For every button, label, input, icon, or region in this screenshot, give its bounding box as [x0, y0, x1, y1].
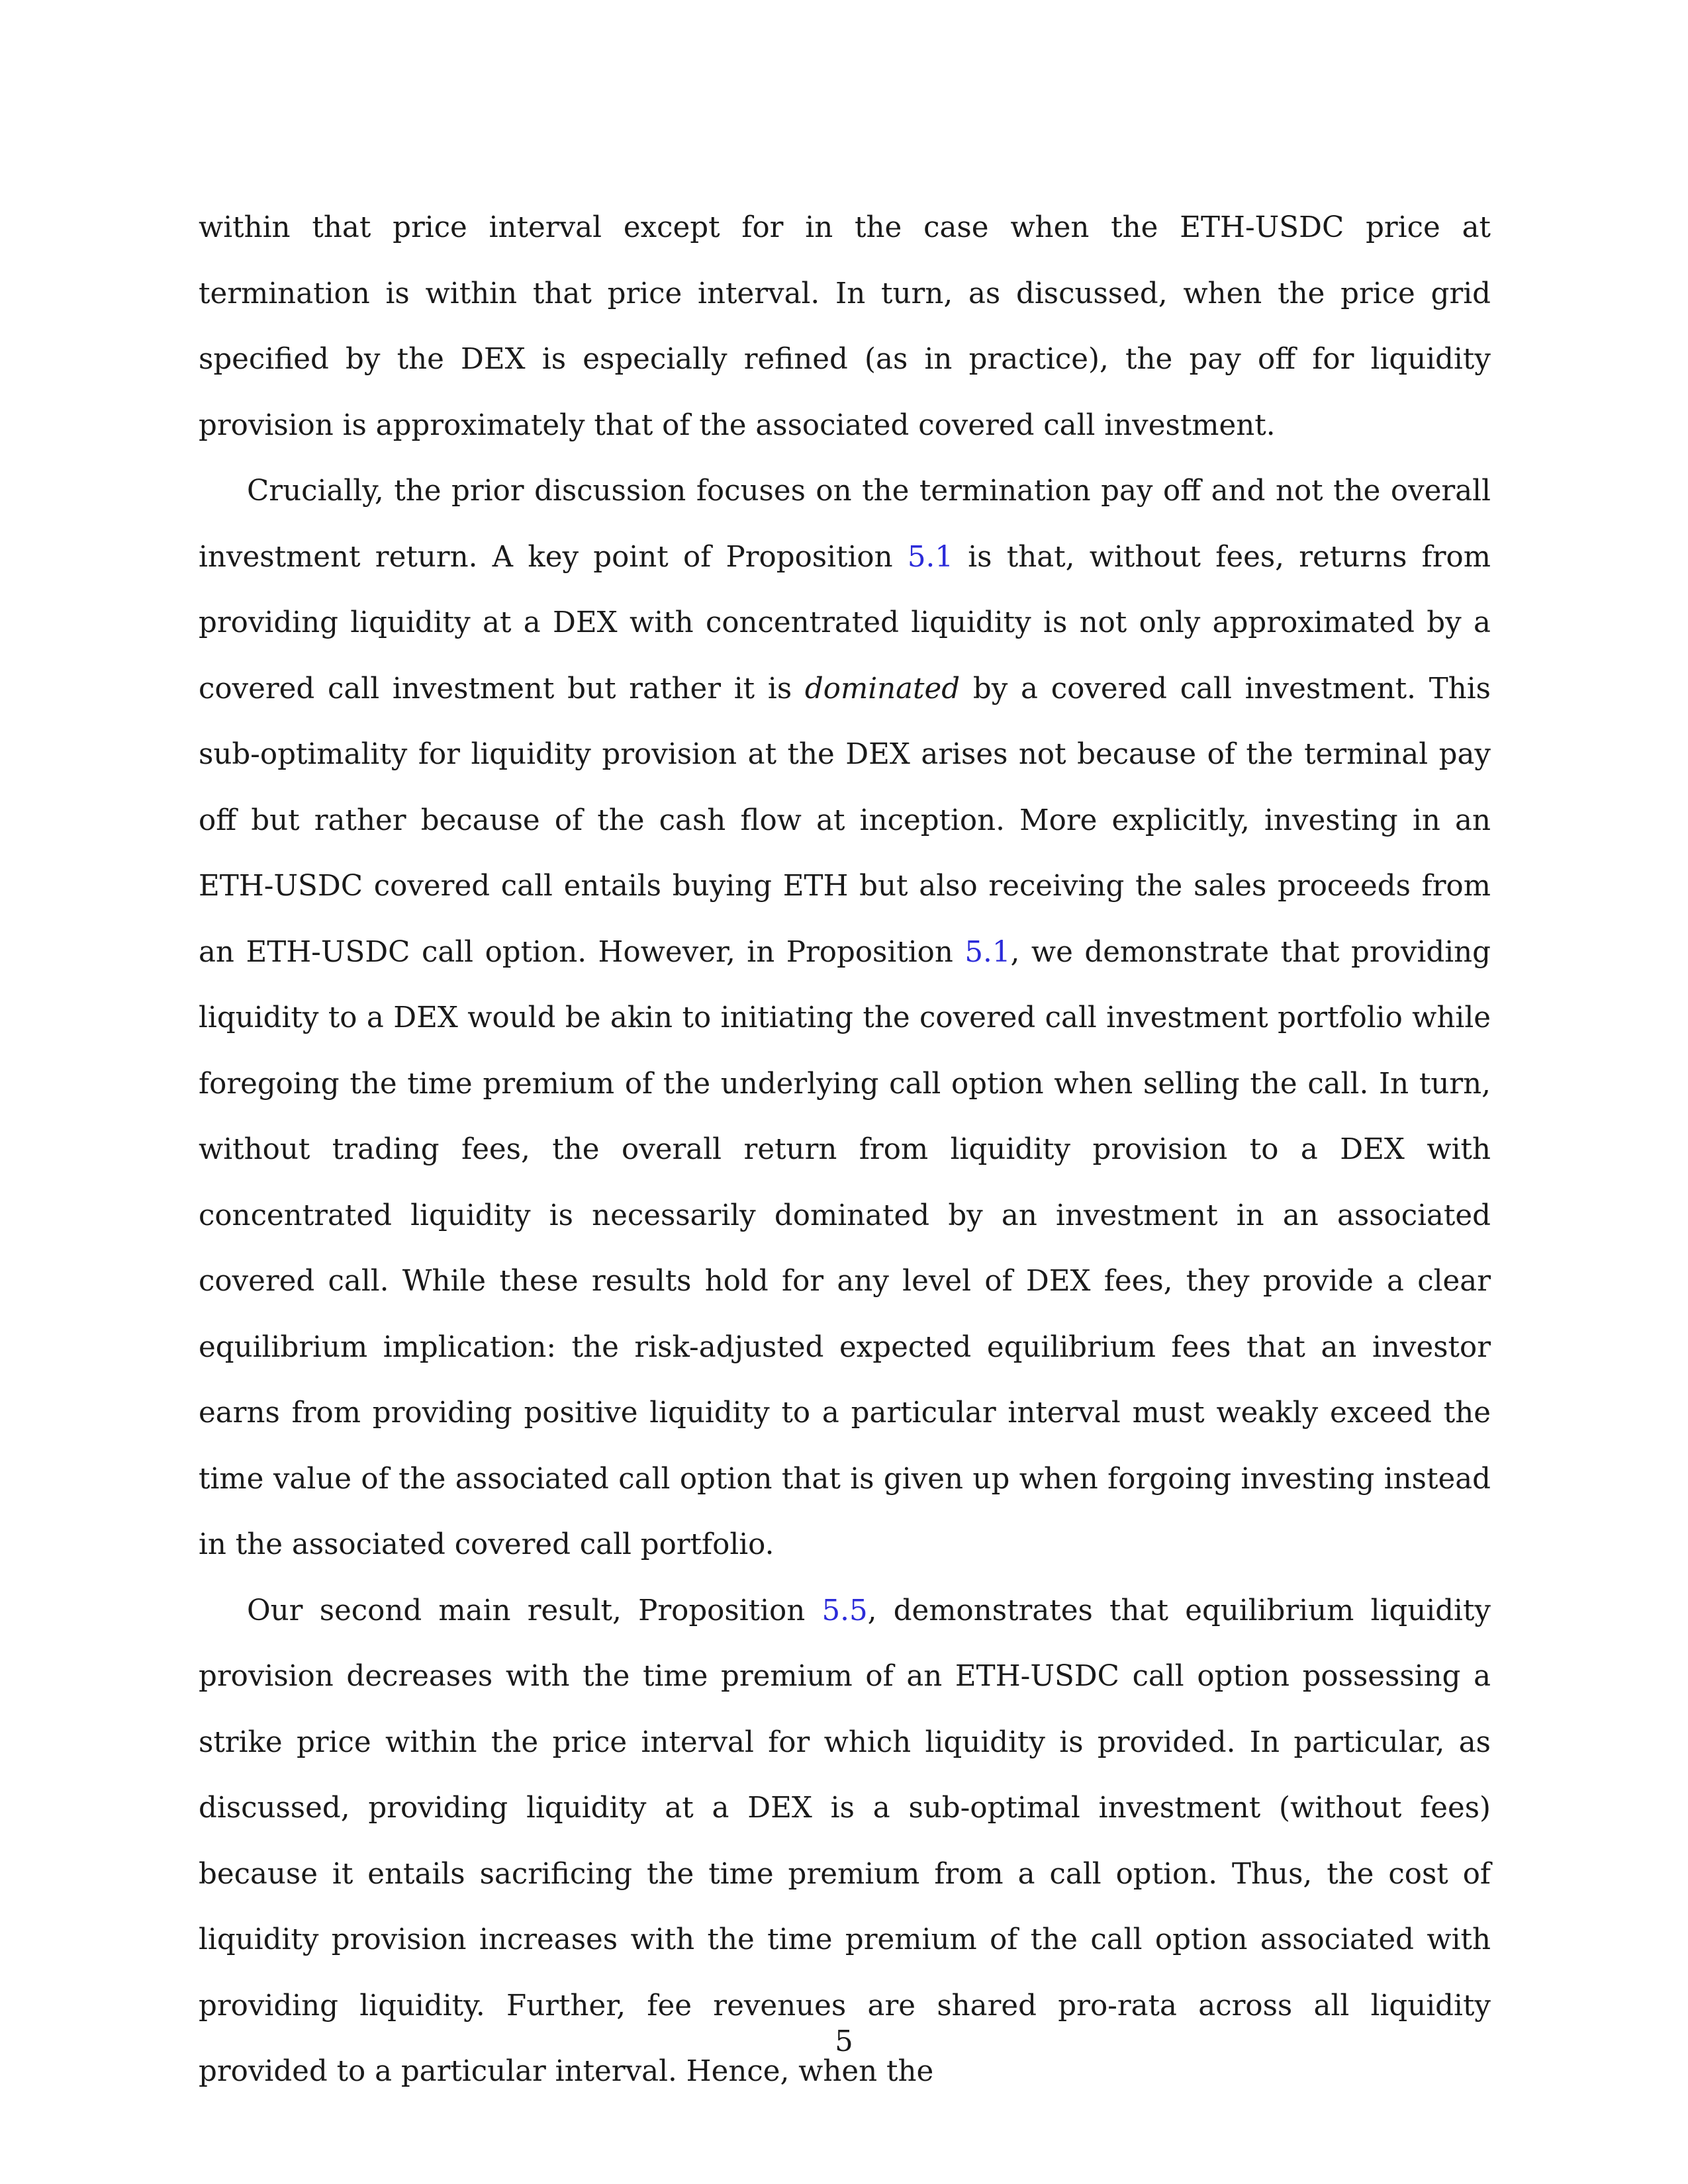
body-text [199, 195, 1491, 2105]
paragraph-2-text-b: is that, without fees, returns from providing liquidity at a DEX with concentrated liquidity is not only approximated by a covered call investment but rather it is [199, 540, 1491, 705]
paragraph-2 [199, 459, 1491, 1578]
proposition-5-5-link[interactable]: 5.5 [821, 1594, 868, 1627]
paragraph-2-text-c: by a covered call investment. This sub-optimality for liquidity provision at the DEX arises not because of the terminal pay off but rather because of the cash flow at inception. More explicitly, investing in an ETH-USDC covered call entails buying ETH but also receiving the sales proceeds from an ETH-USDC call option. However, in Proposition [199, 672, 1491, 969]
paragraph-1 [199, 195, 1491, 459]
emphasis-dominated: dominated [804, 672, 961, 705]
paragraph-1-text: within that price interval except for in the case when the ETH-USDC price at termination is within that price interval. In turn, as discussed, when the price grid specified by the DEX is especially refined (as in practice), the pay off for liquidity provision is approximately that of the associated covered call investment. [199, 211, 1491, 442]
proposition-5-1-link-2[interactable]: 5.1 [964, 935, 1011, 969]
paragraph-3-text-b: , demonstrates that equilibrium liquidity provision decreases with the time premium of an ETH-USDC call option possessing a strike price within the price interval for which liquidity is provided. In particular, as discussed, providing liquidity at a DEX is a sub-optimal investment (without fees) because it entails sacrificing the time premium from a call option. Thus, the cost of liquidity provision increases with the time premium of the call option associated with providing liquidity. Further, fee revenues are shared pro-rata across all liquidity provided to a particular interval. Hence, when the [199, 1594, 1491, 2088]
paragraph-2-text-a: Crucially, the prior discussion focuses on the termination pay off and not the overall investment return. A key point of Proposition [199, 475, 1491, 574]
paragraph-2-text-d: , we demonstrate that providing liquidity to a DEX would be akin to initiating the covered call investment portfolio while foregoing the time premium of the underlying call option when selling the call. In turn, without trading fees, the overall return from liquidity provision to a DEX with concentrated liquidity is necessarily dominated by an investment in an associated covered call. While these results hold for any level of DEX fees, they provide a clear equilibrium implication: the risk-adjusted expected equilibrium fees that an investor earns from providing positive liquidity to a particular interval must weakly exceed the time value of the associated call option that is given up when forgoing investing instead in the associated covered call portfolio. [199, 935, 1491, 1561]
paragraph-3-text-a: Our second main result, Proposition [247, 1594, 822, 1627]
page-number: 5 [835, 2025, 853, 2058]
proposition-5-1-link[interactable]: 5.1 [907, 540, 954, 574]
